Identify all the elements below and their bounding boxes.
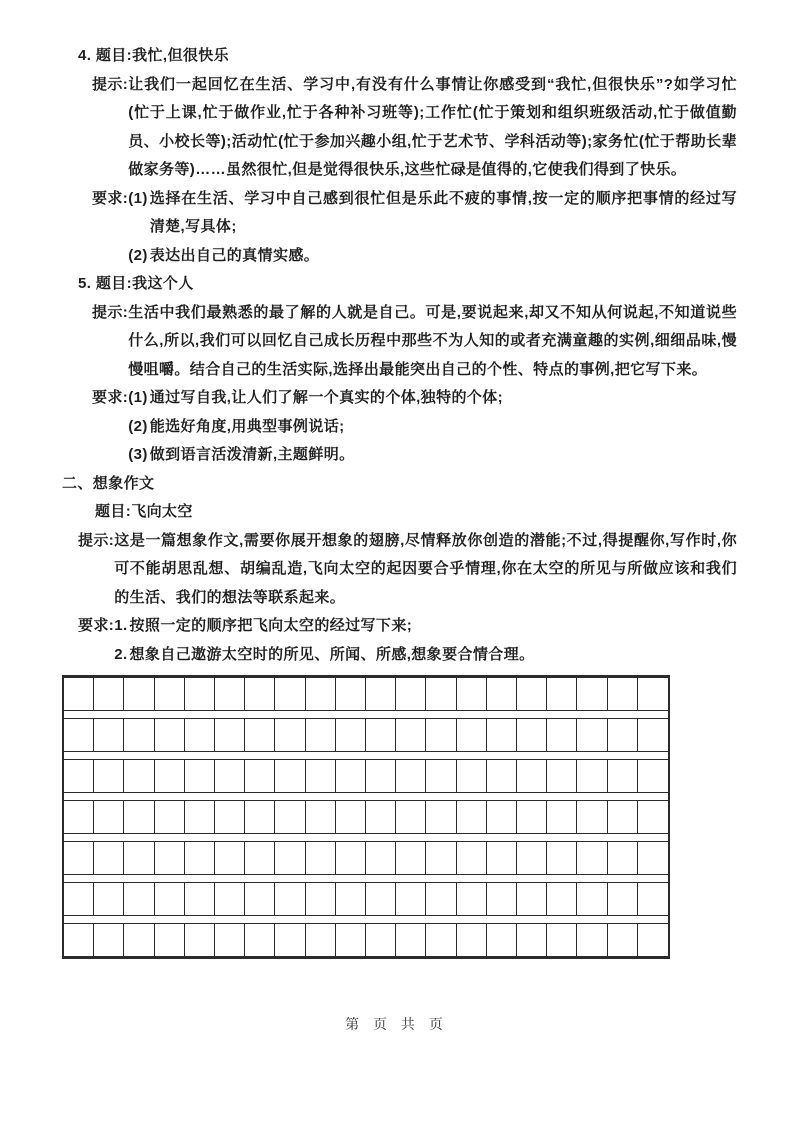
item-5-heading: 5. 题目:我这个人 <box>78 275 194 292</box>
grid-cell <box>638 842 668 874</box>
grid-cell <box>155 924 185 956</box>
grid-cell <box>94 924 124 956</box>
grid-cell <box>366 801 396 833</box>
grid-cell <box>396 678 426 710</box>
grid-cell <box>275 719 305 751</box>
item-4-heading: 4. 题目:我忙,但很快乐 <box>78 47 230 64</box>
section-2-hint <box>78 527 737 613</box>
grid-cell <box>275 678 305 710</box>
grid-cell <box>577 678 607 710</box>
requirement-text: 按照一定的顺序把飞向太空的经过写下来; <box>129 617 413 634</box>
grid-cell <box>638 678 668 710</box>
requirement-item <box>114 641 737 670</box>
grid-cell <box>426 801 456 833</box>
grid-cell <box>487 760 517 792</box>
requirement-text: 想象自己遨游太空时的所见、所闻、所感,想象要合情合理。 <box>129 645 535 663</box>
grid-row <box>64 800 668 834</box>
grid-cell <box>366 760 396 792</box>
grid-cell <box>64 883 94 915</box>
grid-cell <box>124 760 154 792</box>
grid-cell <box>94 760 124 792</box>
grid-cell <box>608 924 638 956</box>
requirement-marker: (2) <box>128 246 148 264</box>
grid-cell <box>155 801 185 833</box>
grid-cell <box>638 760 668 792</box>
section-2-requirements <box>78 612 737 669</box>
grid-cell <box>426 760 456 792</box>
writing-grid <box>62 675 670 959</box>
grid-cell <box>396 760 426 792</box>
grid-cell <box>306 801 336 833</box>
grid-cell <box>426 924 456 956</box>
grid-row <box>64 677 668 711</box>
grid-cell <box>396 801 426 833</box>
hint-text: 让我们一起回忆在生活、学习中,有没有什么事情让你感受到“我忙,但很快乐”?如学习忙(忙于上课,忙于做作业,忙于各种补习班等);工作忙(忙于策划和组织班级活动,忙于做值勤员、小校长等);活动忙(忙于参加兴趣小组,忙于艺术节、学科活动等);家务忙(忙于帮助长辈做家务等)……虽然很忙,但是觉得很快乐,这些忙碌是值得的,它使我们得到了快乐。 <box>128 75 737 178</box>
grid-cell <box>306 842 336 874</box>
grid-cell <box>124 883 154 915</box>
grid-cell <box>608 842 638 874</box>
section-imaginative-composition <box>62 470 737 670</box>
requirements-list <box>128 185 737 271</box>
grid-cell <box>336 924 366 956</box>
grid-cell <box>94 801 124 833</box>
grid-cell <box>577 842 607 874</box>
grid-cell <box>577 883 607 915</box>
grid-cell <box>185 801 215 833</box>
page-footer <box>0 1014 793 1034</box>
requirements-label: 要求: <box>92 389 129 406</box>
requirements-list <box>114 612 737 669</box>
grid-cell <box>306 719 336 751</box>
grid-cell <box>275 924 305 956</box>
grid-cell <box>64 842 94 874</box>
grid-cell <box>185 678 215 710</box>
grid-cell <box>336 719 366 751</box>
grid-cell <box>517 760 547 792</box>
requirement-item <box>128 185 737 242</box>
grid-cell <box>547 924 577 956</box>
grid-cell <box>517 719 547 751</box>
grid-cell <box>245 842 275 874</box>
grid-cell <box>94 719 124 751</box>
grid-cell <box>185 719 215 751</box>
grid-cell <box>517 801 547 833</box>
grid-cell <box>577 760 607 792</box>
grid-cell <box>275 842 305 874</box>
grid-cell <box>457 924 487 956</box>
grid-cell <box>457 678 487 710</box>
grid-cell <box>638 883 668 915</box>
grid-cell <box>457 760 487 792</box>
grid-cell <box>64 760 94 792</box>
grid-cell <box>608 760 638 792</box>
grid-cell <box>215 883 245 915</box>
requirements-label: 要求: <box>78 617 115 634</box>
hint-text: 生活中我们最熟悉的最了解的人就是自己。可是,要说起来,却又不知从何说起,不知道说些什么,所以,我们可以回忆自己成长历程中那些不为人知的或者充满童趣的实例,细细品味,慢慢咀嚼。结合自己的生活实际,选择出最能突出自己的个性、特点的事例,把它写下来。 <box>128 303 737 378</box>
grid-cell <box>336 842 366 874</box>
grid-cell <box>155 678 185 710</box>
requirement-item <box>128 242 737 271</box>
item-5-hint <box>92 299 737 385</box>
grid-cell <box>245 760 275 792</box>
item-5-requirements <box>92 384 737 470</box>
hint-label: 提示: <box>78 531 115 549</box>
grid-cell <box>366 883 396 915</box>
grid-cell <box>124 801 154 833</box>
grid-cell <box>94 883 124 915</box>
grid-cell <box>155 760 185 792</box>
grid-cell <box>64 678 94 710</box>
grid-cell <box>245 678 275 710</box>
grid-row <box>64 882 668 916</box>
grid-row <box>64 841 668 875</box>
grid-cell <box>396 883 426 915</box>
grid-cell <box>124 678 154 710</box>
hint-label: 提示: <box>92 303 129 321</box>
grid-cell <box>124 924 154 956</box>
requirement-marker: (1) <box>128 189 148 207</box>
grid-cell <box>457 801 487 833</box>
grid-cell <box>124 842 154 874</box>
grid-cell <box>215 678 245 710</box>
requirement-item <box>128 413 737 442</box>
requirement-marker: (2) <box>128 417 148 435</box>
grid-cell <box>185 760 215 792</box>
grid-cell <box>215 719 245 751</box>
grid-cell <box>426 883 456 915</box>
grid-cell <box>638 801 668 833</box>
grid-cell <box>64 801 94 833</box>
grid-cell <box>608 883 638 915</box>
grid-cell <box>306 924 336 956</box>
section-item-4 <box>62 42 737 270</box>
requirement-item <box>128 441 737 470</box>
grid-cell <box>275 883 305 915</box>
requirement-item <box>128 384 737 413</box>
grid-cell <box>306 678 336 710</box>
requirement-text: 做到语言活泼清新,主题鲜明。 <box>149 446 355 463</box>
grid-cell <box>487 924 517 956</box>
grid-cell <box>577 801 607 833</box>
grid-cell <box>577 719 607 751</box>
item-4-requirements <box>92 185 737 271</box>
grid-cell <box>547 883 577 915</box>
grid-cell <box>94 678 124 710</box>
grid-cell <box>608 719 638 751</box>
grid-cell <box>487 801 517 833</box>
grid-cell <box>547 842 577 874</box>
hint-label: 提示: <box>92 75 129 93</box>
grid-cell <box>306 760 336 792</box>
grid-cell <box>64 924 94 956</box>
grid-cell <box>64 719 94 751</box>
grid-cell <box>487 883 517 915</box>
grid-cell <box>396 924 426 956</box>
grid-cell <box>275 760 305 792</box>
grid-cell <box>457 719 487 751</box>
grid-cell <box>577 924 607 956</box>
grid-cell <box>608 801 638 833</box>
grid-cell <box>215 924 245 956</box>
grid-cell <box>245 883 275 915</box>
requirement-marker: 1. <box>114 617 128 634</box>
requirement-item <box>114 612 737 641</box>
grid-row <box>64 923 668 957</box>
grid-cell <box>155 719 185 751</box>
grid-cell <box>215 760 245 792</box>
section-2-title: 题目:飞向太空 <box>95 503 193 520</box>
section-2-heading: 二、想象作文 <box>62 474 155 492</box>
grid-cell <box>155 842 185 874</box>
grid-cell <box>155 883 185 915</box>
grid-cell <box>306 883 336 915</box>
grid-cell <box>185 842 215 874</box>
grid-cell <box>608 678 638 710</box>
grid-cell <box>396 842 426 874</box>
grid-cell <box>185 883 215 915</box>
grid-cell <box>547 678 577 710</box>
hint-text: 这是一篇想象作文,需要你展开想象的翅膀,尽情释放你创造的潜能;不过,得提醒你,写作时,你可不能胡思乱想、胡编乱造,飞向太空的起因要合乎情理,你在太空的所见与所做应该和我们的生活、我们的想法等联系起来。 <box>114 531 737 606</box>
page-footer-text: 第 页 共 页 <box>345 1016 448 1032</box>
grid-cell <box>487 719 517 751</box>
grid-cell <box>275 801 305 833</box>
grid-cell <box>638 924 668 956</box>
requirement-text: 能选好角度,用典型事例说话; <box>149 417 345 435</box>
requirement-marker: (3) <box>128 446 148 463</box>
grid-cell <box>426 678 456 710</box>
grid-cell <box>457 883 487 915</box>
grid-cell <box>336 678 366 710</box>
grid-cell <box>547 760 577 792</box>
grid-cell <box>517 924 547 956</box>
grid-cell <box>336 801 366 833</box>
requirement-marker: 2. <box>114 645 128 663</box>
requirement-marker: (1) <box>128 389 148 406</box>
grid-cell <box>547 801 577 833</box>
grid-cell <box>366 719 396 751</box>
grid-cell <box>245 719 275 751</box>
grid-cell <box>426 719 456 751</box>
grid-cell <box>94 842 124 874</box>
grid-cell <box>517 842 547 874</box>
grid-cell <box>517 883 547 915</box>
grid-cell <box>366 678 396 710</box>
grid-cell <box>215 801 245 833</box>
grid-cell <box>336 883 366 915</box>
grid-cell <box>245 924 275 956</box>
grid-cell <box>336 760 366 792</box>
grid-cell <box>215 842 245 874</box>
grid-cell <box>517 678 547 710</box>
grid-cell <box>426 842 456 874</box>
requirements-label: 要求: <box>92 189 129 207</box>
requirements-list <box>128 384 737 470</box>
grid-cell <box>366 924 396 956</box>
requirement-text: 选择在生活、学习中自己感到很忙但是乐此不疲的事情,按一定的顺序把事情的经过写清楚,写具体; <box>149 189 737 235</box>
item-4-hint <box>92 71 737 185</box>
grid-cell <box>547 719 577 751</box>
grid-cell <box>245 801 275 833</box>
grid-cell <box>185 924 215 956</box>
grid-row <box>64 759 668 793</box>
grid-cell <box>124 719 154 751</box>
grid-cell <box>638 719 668 751</box>
section-item-5 <box>62 270 737 470</box>
requirement-text: 表达出自己的真情实感。 <box>149 246 320 264</box>
grid-row <box>64 718 668 752</box>
grid-cell <box>396 719 426 751</box>
grid-cell <box>366 842 396 874</box>
requirement-text: 通过写自我,让人们了解一个真实的个体,独特的个体; <box>149 389 504 406</box>
grid-cell <box>487 678 517 710</box>
grid-cell <box>457 842 487 874</box>
grid-cell <box>487 842 517 874</box>
